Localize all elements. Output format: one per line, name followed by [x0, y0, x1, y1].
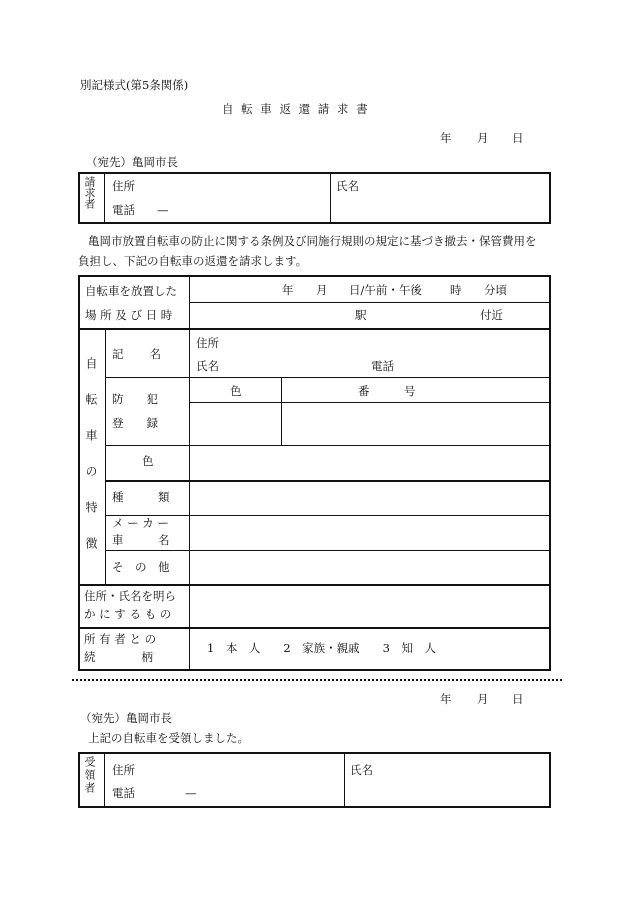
requester-phone-label: 電話	[112, 203, 135, 217]
abandon-minute: 分頃	[484, 283, 507, 297]
abandon-year: 年	[282, 283, 294, 297]
requester-name-field[interactable]	[370, 176, 546, 220]
identify-label-line2: か に す る も の	[84, 607, 172, 621]
abandon-datetime-field[interactable]	[192, 279, 548, 300]
kiname-address-label: 住所	[196, 336, 219, 350]
bouhan-label-line2: 登 録	[112, 416, 158, 430]
bouhan-color-field[interactable]	[192, 405, 278, 443]
statement-line-2: 負担し、下記の自転車の返還を請求します。	[78, 254, 308, 268]
color-label: 色	[142, 454, 154, 468]
kiname-label: 記 名	[112, 347, 162, 361]
relation-label-line1: 所 有 者 と の	[84, 632, 157, 646]
requester-name-label: 氏名	[336, 179, 359, 193]
receiver-phone-dash: —	[185, 786, 197, 800]
receiver-name-label: 氏名	[350, 763, 373, 777]
receiver-name-field[interactable]	[384, 758, 546, 802]
receiver-address-label: 住所	[112, 763, 135, 777]
statement-line-1: 亀岡市放置自転車の防止に関する条例及び同施行規則の規定に基づき撤去・保管費用を	[88, 234, 537, 248]
requester-phone-dash: —	[157, 203, 169, 217]
abandon-label-line1: 自転車を放置した	[85, 284, 177, 298]
other-field[interactable]	[192, 553, 548, 582]
color-field[interactable]	[192, 448, 548, 478]
relation-label-line2: 続 柄	[84, 650, 153, 664]
abandon-place-field[interactable]	[192, 304, 548, 326]
identify-label-line1: 住所・氏名を明ら	[84, 589, 176, 603]
abandon-hour: 時	[450, 283, 462, 297]
vicinity-label: 付近	[480, 308, 503, 322]
receipt-date-day: 日	[512, 692, 524, 706]
requester-phone-field[interactable]	[150, 200, 326, 220]
receipt-date-month: 月	[477, 692, 489, 706]
receiver-phone-label: 電話	[112, 786, 135, 800]
requester-label: 請求者	[83, 176, 96, 209]
form-title: 自 転 車 返 還 請 求 書	[222, 102, 370, 116]
bouhan-number-header: 番 号	[358, 384, 416, 398]
bouhan-number-field[interactable]	[284, 405, 548, 443]
abandon-day-ampm: 日/午前・午後	[349, 283, 422, 297]
cut-line	[72, 679, 562, 681]
model-label: 車 名	[112, 533, 170, 547]
receipt-statement: 上記の自転車を受領しました。	[88, 731, 249, 745]
bouhan-label-line1: 防 犯	[112, 392, 158, 406]
requester-address-label: 住所	[112, 179, 135, 193]
receiver-address-field[interactable]	[150, 758, 340, 778]
receiver-label: 受領者	[83, 756, 96, 795]
receipt-addressee: （宛先）亀岡市長	[80, 711, 172, 725]
date-day-label: 日	[512, 131, 524, 145]
bouhan-color-header: 色	[230, 384, 242, 398]
date-month-label: 月	[477, 131, 489, 145]
identify-field[interactable]	[192, 587, 548, 625]
features-label: 自転車の特徴	[84, 357, 98, 573]
kiname-name-label: 氏名	[196, 359, 219, 373]
kiname-field[interactable]	[222, 333, 546, 373]
abandon-label-line2: 場 所 及 び 日 時	[85, 308, 173, 322]
kiname-phone-label: 電話	[371, 359, 394, 373]
receiver-phone-field[interactable]	[150, 782, 340, 802]
other-label: そ の 他	[112, 560, 170, 574]
maker-field[interactable]	[192, 518, 548, 548]
requester-address-field[interactable]	[150, 176, 326, 196]
addressee: （宛先）亀岡市長	[86, 155, 178, 169]
maker-label: メ ー カ ー	[112, 516, 169, 530]
type-label: 種 類	[112, 490, 170, 504]
form-reference: 別記様式(第5条関係)	[80, 78, 189, 92]
type-field[interactable]	[192, 483, 548, 513]
abandon-month: 月	[316, 283, 328, 297]
date-year-label: 年	[440, 131, 452, 145]
receipt-date-year: 年	[440, 692, 452, 706]
station-label: 駅	[355, 308, 367, 322]
relation-options[interactable]: 1 本 人 2 家族・親戚 3 知 人	[207, 641, 436, 655]
